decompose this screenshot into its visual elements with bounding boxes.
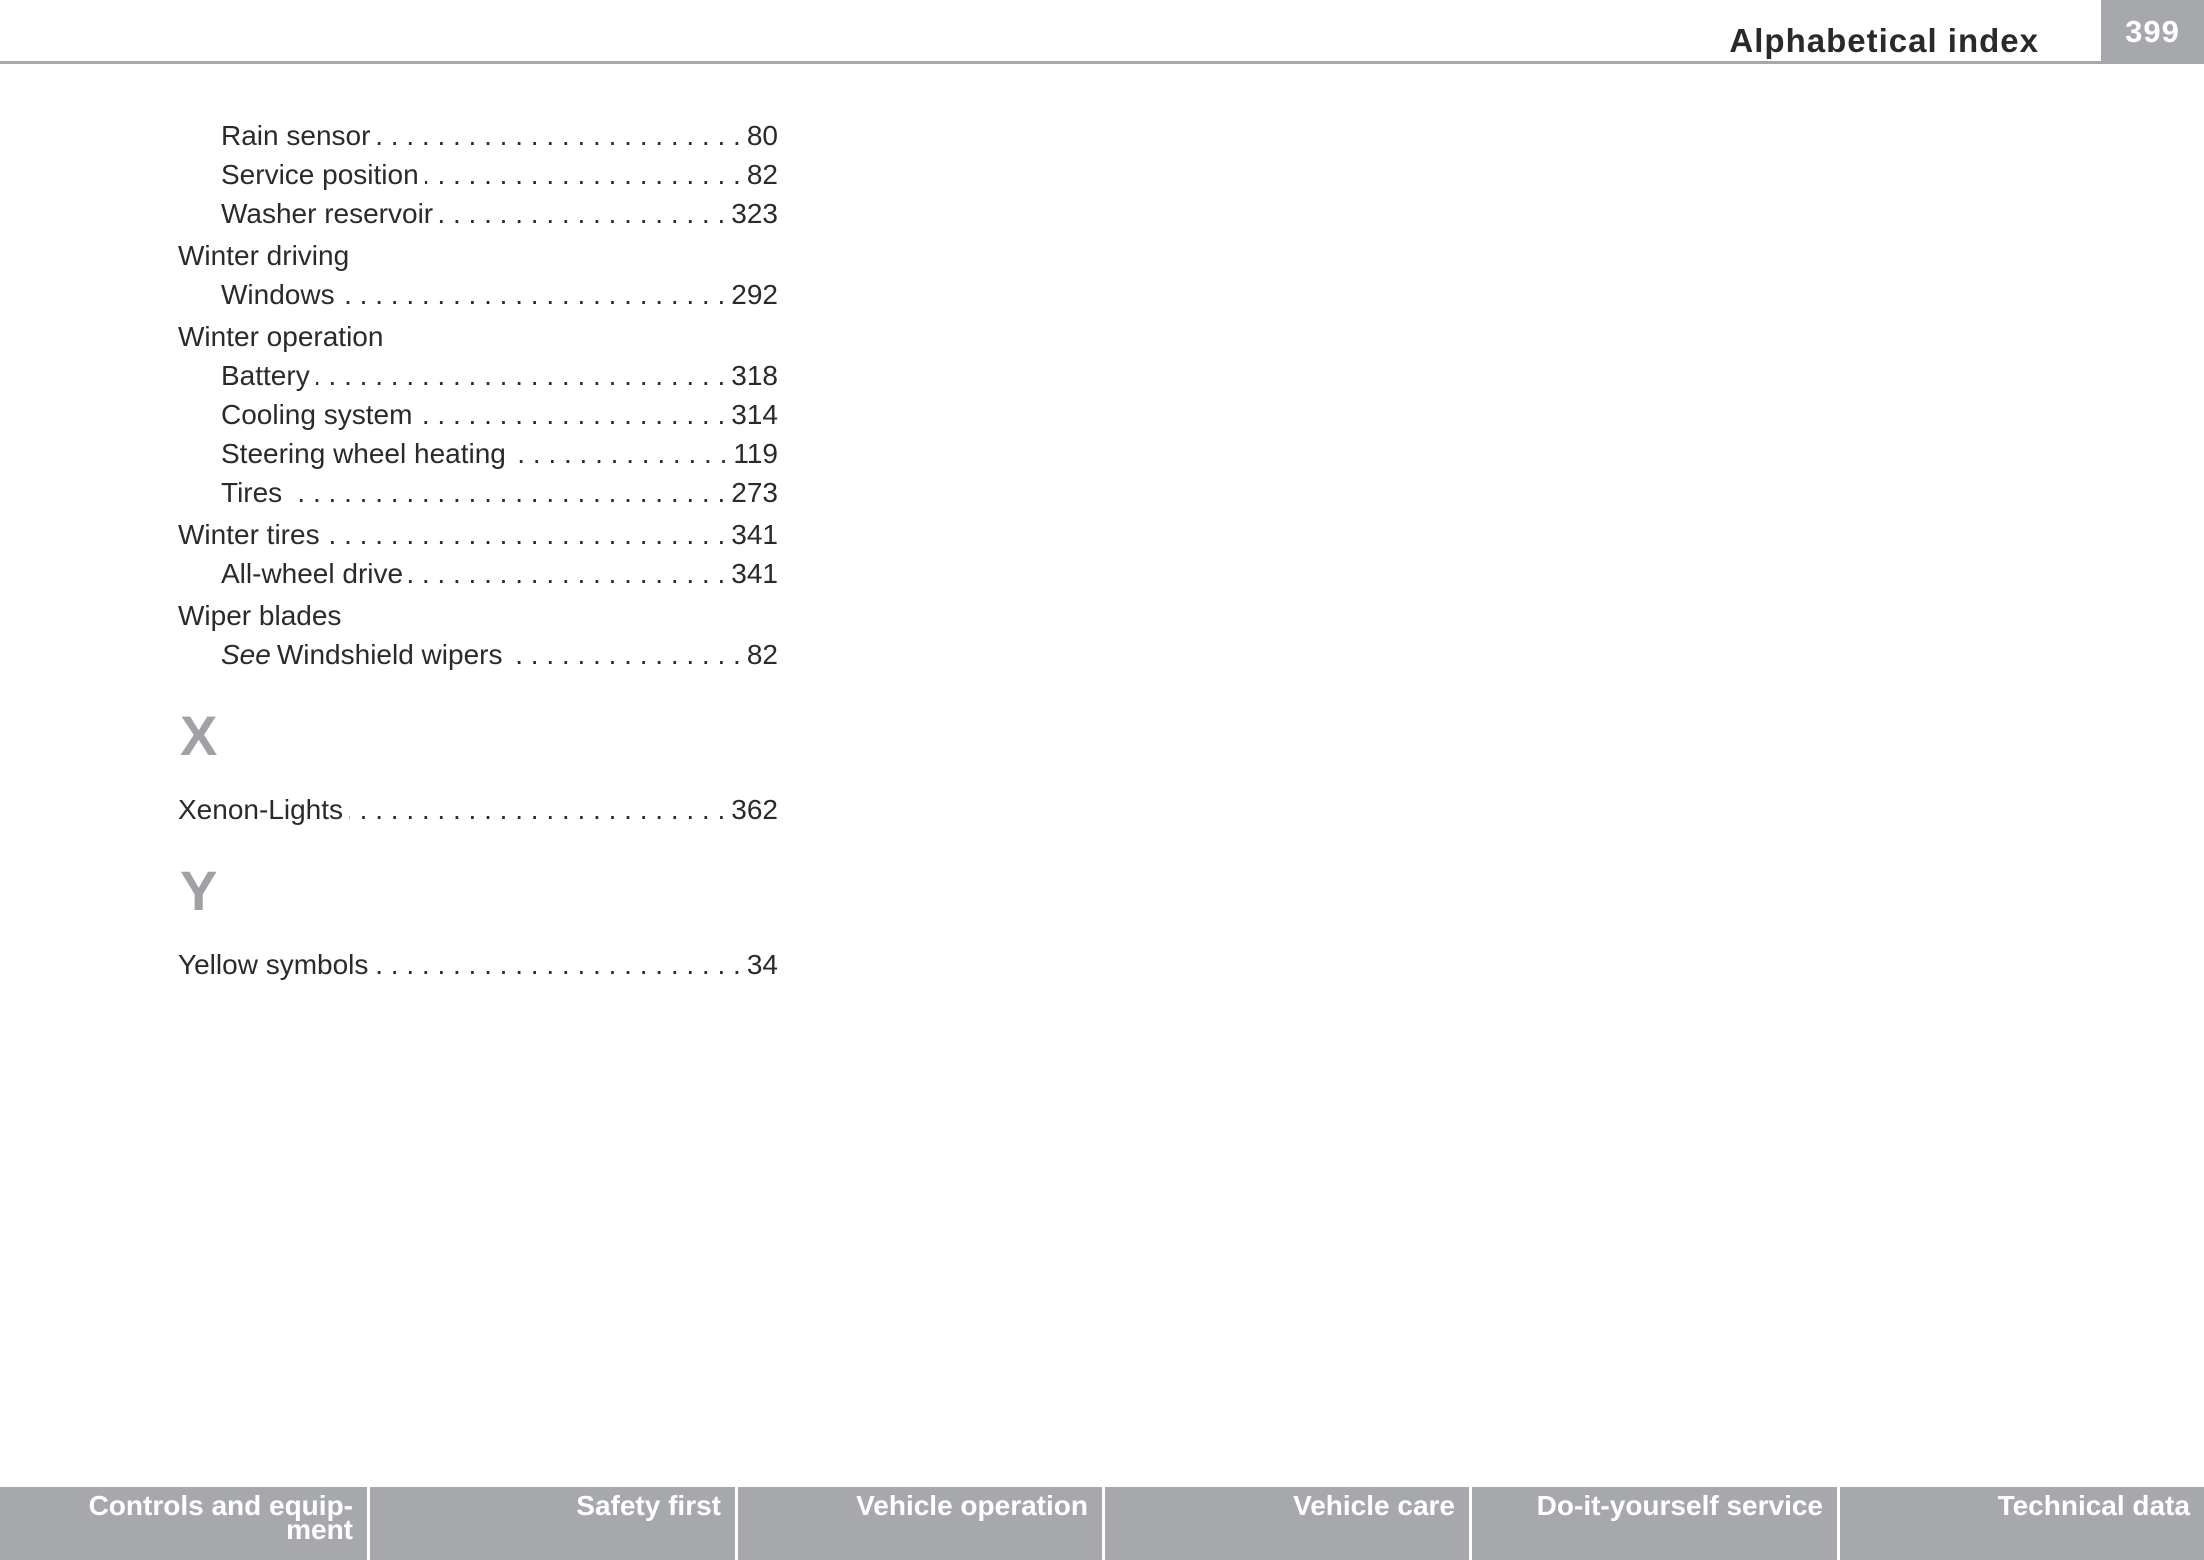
index-entry-text: Tires	[221, 477, 283, 508]
index-entry-page: 82	[746, 159, 778, 190]
index-entry-text: Winter operation	[178, 321, 384, 352]
section-title: Alphabetical index	[1729, 22, 2039, 59]
index-entry	[178, 317, 778, 356]
dot-leader	[376, 116, 740, 155]
index-entry	[178, 515, 778, 554]
dot-leader	[326, 515, 726, 554]
index-entry-page: 273	[731, 477, 778, 508]
tab-do-it-yourself-service[interactable]	[1472, 1487, 1837, 1560]
index-entry	[178, 395, 778, 434]
index-entry-text: Wiper blades	[178, 600, 342, 631]
index-entry-page: 341	[731, 558, 778, 589]
index-entry-page: 341	[731, 519, 778, 550]
index-entry-see	[178, 635, 778, 674]
letter-heading-x: X	[180, 704, 218, 767]
letter-heading-y: Y	[180, 859, 218, 922]
dot-leader	[512, 434, 727, 473]
index-entry-page: 34	[746, 949, 778, 980]
dot-leader	[425, 155, 741, 194]
index-entry	[178, 434, 778, 473]
tab-vehicle-operation[interactable]	[738, 1487, 1102, 1560]
index-entry-text: Winter driving	[178, 240, 350, 271]
tab-vehicle-care[interactable]	[1105, 1487, 1469, 1560]
tab-label: Do-it-yourself service	[1536, 1490, 1823, 1521]
dot-leader	[341, 275, 726, 314]
index-entry-text: Windows	[221, 279, 335, 310]
tab-label: Controls and equip-	[88, 1490, 353, 1521]
index-entry-text: All-wheel drive	[221, 558, 404, 589]
index-entries-w	[178, 116, 778, 635]
tab-label: Technical data	[1997, 1490, 2190, 1521]
index-entry-page: 80	[746, 120, 778, 151]
index-entry-text: Winter tires	[178, 519, 320, 550]
index-entry-text: Windshield wipers	[276, 639, 503, 670]
index-entry	[178, 596, 778, 635]
index-entry-page: 119	[733, 438, 778, 469]
index-entry	[178, 554, 778, 593]
chapter-tab-bar	[0, 1487, 2204, 1560]
index-entry-page: 82	[746, 639, 778, 670]
index-entry-text: Service position	[221, 159, 419, 190]
index-entry-page: 323	[731, 198, 778, 229]
index-entry-text: Washer reservoir	[221, 198, 434, 229]
dot-leader	[439, 194, 725, 233]
tab-label: Safety first	[576, 1490, 721, 1521]
index-entry	[178, 473, 778, 512]
index-entry-page: 362	[731, 794, 778, 825]
header-rule	[0, 61, 2104, 64]
index-entry-page: 314	[731, 399, 778, 430]
tab-technical-data[interactable]	[1840, 1487, 2204, 1560]
index-entry-page: 318	[731, 360, 778, 391]
tab-label: Vehicle care	[1293, 1490, 1455, 1521]
index-entry-text: Xenon-Lights	[178, 794, 344, 825]
index-entry	[178, 945, 778, 984]
page-number-badge: 399	[2101, 0, 2204, 64]
dot-leader	[418, 395, 725, 434]
index-entry	[178, 155, 778, 194]
index-entry-text: Cooling system	[221, 399, 413, 430]
tab-controls-and-equipment[interactable]	[0, 1487, 367, 1560]
dot-leader	[349, 790, 725, 829]
index-entry	[178, 236, 778, 275]
tab-label: Vehicle operation	[856, 1490, 1088, 1521]
index-entry-text: Rain sensor	[221, 120, 371, 151]
dot-leader	[374, 945, 740, 984]
dot-leader	[508, 635, 740, 674]
index-entry-text: Steering wheel heating	[221, 438, 506, 469]
index-column	[178, 116, 778, 984]
dot-leader	[409, 554, 725, 593]
dot-leader	[316, 356, 726, 395]
index-entry-text: Yellow symbols	[178, 949, 369, 980]
see-label: See	[221, 639, 271, 670]
tab-label-line2: ment	[286, 1514, 353, 1545]
index-entry-text: Battery	[221, 360, 310, 391]
tab-safety-first[interactable]	[370, 1487, 735, 1560]
index-entry	[178, 356, 778, 395]
index-entry	[178, 790, 778, 829]
dot-leader	[288, 473, 725, 512]
index-entry	[178, 275, 778, 314]
index-entry	[178, 116, 778, 155]
index-entry	[178, 194, 778, 233]
index-entry-page: 292	[731, 279, 778, 310]
